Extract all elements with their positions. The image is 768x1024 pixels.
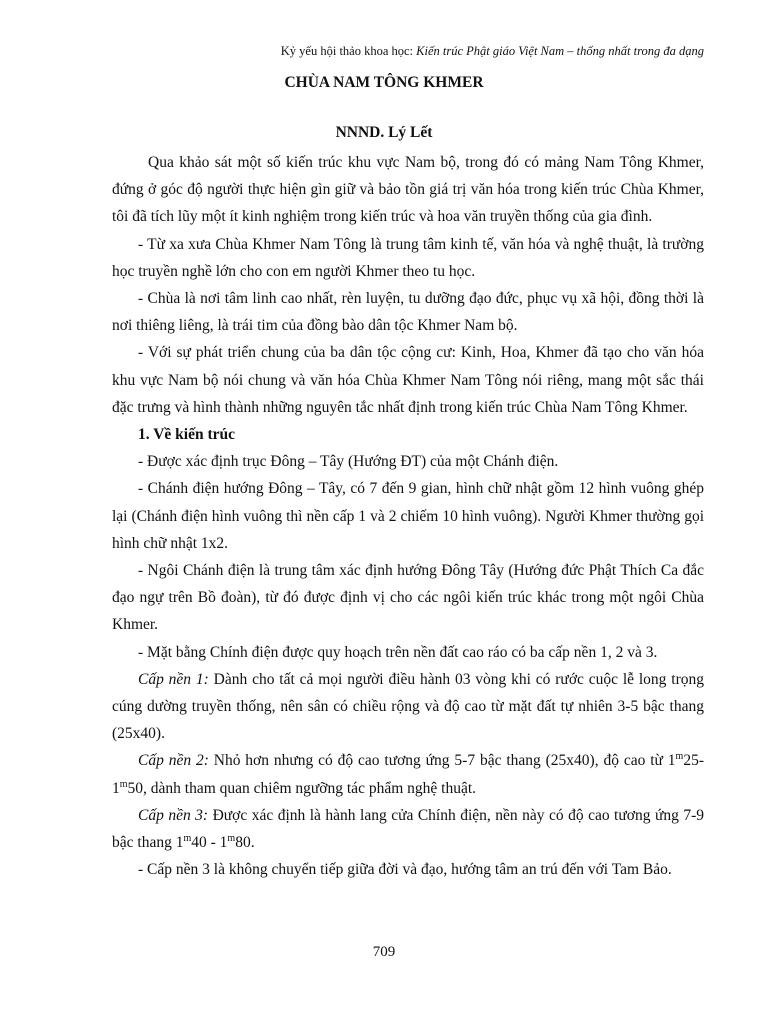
header-prefix: Kỷ yếu hội thảo khoa học: xyxy=(280,44,417,58)
paragraph-bullet: - Chùa là nơi tâm linh cao nhất, rèn luyện, tu dưỡng đạo đức, phục vụ xã hội, đồng thời là nơi thiêng liêng, là trái tim của đồng bào dân tộc Khmer Nam bộ. xyxy=(112,290,704,335)
article-body xyxy=(112,149,704,883)
cap-nen-2-text-c: 50, dành tham quan chiêm ngưỡng tác phẩm nghệ thuật. xyxy=(127,779,477,797)
header-italic-title: Kiến trúc Phật giáo Việt Nam – thống nhất trong đa dạng xyxy=(416,44,704,58)
page-number: 709 xyxy=(372,944,396,960)
cap-nen-1-label: Cấp nền 1: xyxy=(138,670,209,688)
paragraph-bullet: - Chánh điện hướng Đông – Tây, có 7 đến 9 gian, hình chữ nhật gồm 12 hình vuông ghép lại (Chánh điện hình vuông thì nền cấp 1 và 2 chiếm 10 hình vuông). Người Khmer thường gọi hình chữ nhật 1x2. xyxy=(112,480,704,552)
paragraph-bullet: - Được xác định trục Đông – Tây (Hướng ĐT) của một Chánh điện. xyxy=(138,453,559,471)
cap-nen-3-text-a: Được xác định là hành lang cửa Chính điện, nền này có độ cao tương ứng 7-9 bậc thang 1 xyxy=(112,806,704,852)
cap-nen-3-label: Cấp nền 3: xyxy=(138,806,209,824)
cap-nen-3-text-b: 40 - 1 xyxy=(191,834,228,852)
paragraph-cap-nen-1 xyxy=(112,666,704,748)
cap-nen-2-text-a: Nhỏ hơn nhưng có độ cao tương ứng 5-7 bậc thang (25x40), độ cao từ 1 xyxy=(208,752,676,770)
paragraph-bullet: - Từ xa xưa Chùa Khmer Nam Tông là trung tâm kinh tế, văn hóa và nghệ thuật, là trường học truyền nghề lớn cho con em người Khmer theo tu học. xyxy=(112,235,704,280)
paragraph-bullet: - Cấp nền 3 là không chuyển tiếp giữa đời và đạo, hướng tâm an trú đến với Tam Bảo. xyxy=(138,861,672,879)
paragraph-cap-nen-2 xyxy=(112,747,704,801)
article-title: CHÙA NAM TÔNG KHMER xyxy=(284,74,484,91)
paragraph-bullet: - Với sự phát triển chung của ba dân tộc cộng cư: Kinh, Hoa, Khmer đã tạo cho văn hóa khu vực Nam bộ nói chung và văn hóa Chùa Khmer Nam Tông nói riêng, mang một sắc thái đặc trưng và hình thành những nguyên tắc nhất định trong kiến trúc Chùa Nam Tông Khmer. xyxy=(112,344,704,416)
paragraph-bullet: - Ngôi Chánh điện là trung tâm xác định hướng Đông Tây (Hướng đức Phật Thích Ca đắc đạo ngự trên Bồ đoàn), từ đó được định vị cho các ngôi kiến trúc khác trong một ngôi Chùa Khmer. xyxy=(112,562,704,634)
unit-superscript: m xyxy=(183,833,192,845)
unit-superscript: m xyxy=(227,833,236,845)
unit-superscript: m xyxy=(675,751,684,763)
cap-nen-2-text-b: 25-1 xyxy=(112,752,704,797)
running-header xyxy=(281,44,704,59)
paragraph-cap-nen-3 xyxy=(112,802,704,856)
paragraph-bullet: - Mặt bằng Chính điện được quy hoạch trên nền đất cao ráo có ba cấp nền 1, 2 và 3. xyxy=(138,643,658,661)
unit-superscript: m xyxy=(119,778,128,790)
paragraph-intro: Qua khảo sát một số kiến trúc khu vực Nam bộ, trong đó có mảng Nam Tông Khmer, đứng ở góc độ người thực hiện gìn giữ và bảo tồn giá trị văn hóa trong kiến trúc Chùa Khmer, tôi đã tích lũy một ít kinh nghiệm trong kiến trúc và hoa văn truyền thống của gia đình. xyxy=(112,154,704,226)
cap-nen-2-label: Cấp nền 2: xyxy=(138,752,209,770)
article-author: NNND. Lý Lết xyxy=(335,124,433,141)
cap-nen-3-text-c: 80. xyxy=(235,834,255,852)
section-heading: 1. Về kiến trúc xyxy=(138,426,236,444)
cap-nen-1-text: Dành cho tất cả mọi người điều hành 03 vòng khi có rước cuộc lễ long trọng cúng dường truyền thống, nên sân có chiều rộng và độ cao từ mặt đất tự nhiên 3-5 bậc thang (25x40). xyxy=(112,670,704,743)
